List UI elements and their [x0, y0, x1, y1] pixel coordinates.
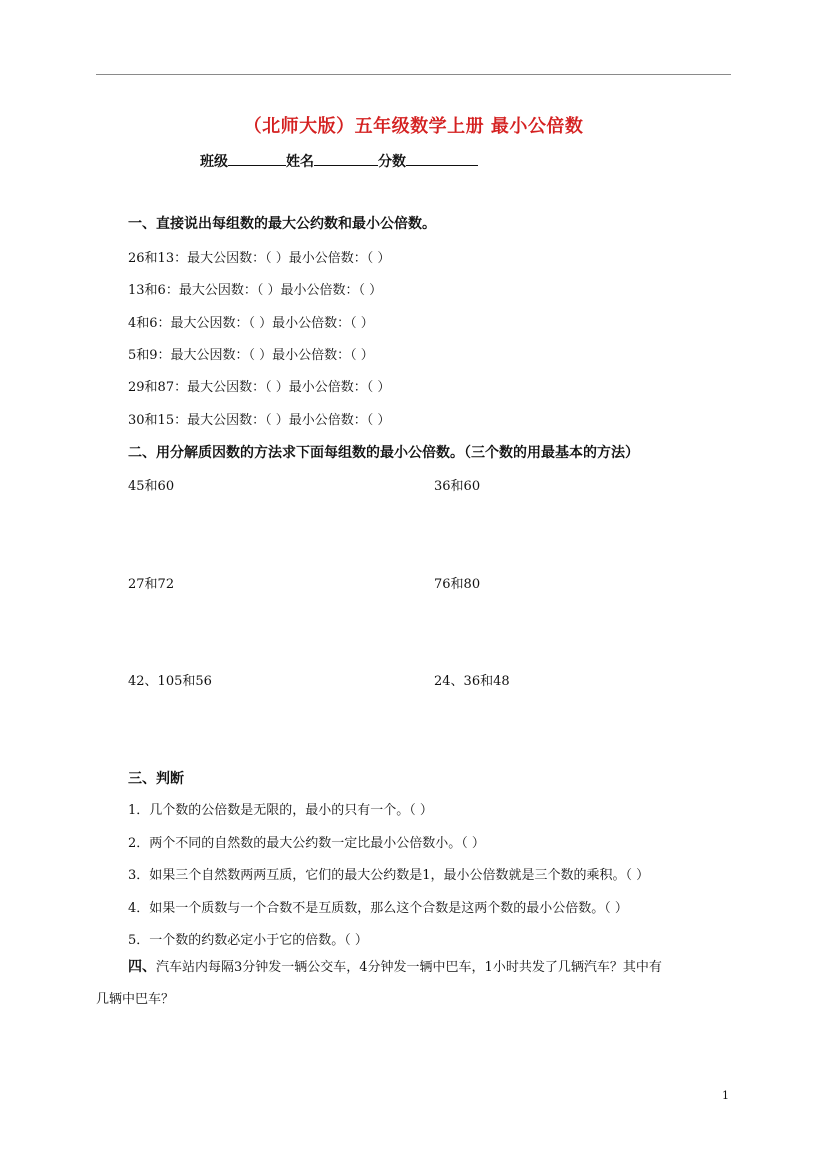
list-item: 45和60: [128, 479, 175, 494]
class-label: 班级: [200, 154, 228, 170]
section4-first-line: [128, 956, 662, 976]
list-item: 36和60: [434, 479, 481, 494]
list-item: 1．几个数的公倍数是无限的，最小的只有一个。（ ）: [128, 803, 433, 818]
header-rule: [96, 74, 731, 75]
list-item: 29和87：最大公因数：（ ）最小公倍数：（ ）: [128, 380, 391, 395]
list-item: 42、105和56: [128, 674, 212, 689]
section4-text: 汽车站内每隔3分钟发一辆公交车，4分钟发一辆中巴车，1小时共发了几辆汽车？其中有: [156, 960, 662, 975]
list-item: 5和9：最大公因数：（ ）最小公倍数：（ ）: [128, 348, 374, 363]
page-number: 1: [722, 1089, 729, 1102]
section3-heading: 三、判断: [128, 771, 184, 787]
section2-heading: 二、用分解质因数的方法求下面每组数的最小公倍数。（三个数的用最基本的方法）: [128, 445, 639, 461]
name-label: 姓名: [286, 154, 314, 170]
list-item: 24、36和48: [434, 674, 510, 689]
list-item: 4．如果一个质数与一个合数不是互质数，那么这个合数是这两个数的最小公倍数。（ ）: [128, 901, 628, 916]
list-item: 26和13：最大公因数：（ ）最小公倍数：（ ）: [128, 251, 391, 266]
student-info-line: [200, 151, 478, 171]
list-item: 27和72: [128, 577, 175, 592]
section4-heading: 四、: [128, 959, 156, 975]
score-label: 分数: [378, 154, 406, 170]
list-item: 2．两个不同的自然数的最大公约数一定比最小公倍数小。（ ）: [128, 836, 485, 851]
score-blank: [406, 151, 478, 166]
section1-heading: 一、直接说出每组数的最大公约数和最小公倍数。: [128, 216, 436, 232]
page-title: （北师大版）五年级数学上册 最小公倍数: [243, 116, 584, 137]
list-item: 5．一个数的约数必定小于它的倍数。（ ）: [128, 933, 368, 948]
list-item: 76和80: [434, 577, 481, 592]
list-item: 4和6：最大公因数：（ ）最小公倍数：（ ）: [128, 316, 374, 331]
name-blank: [314, 151, 378, 166]
class-blank: [228, 151, 286, 166]
list-item: 30和15：最大公因数：（ ）最小公倍数：（ ）: [128, 413, 391, 428]
list-item: 13和6：最大公因数：（ ）最小公倍数：（ ）: [128, 283, 383, 298]
list-item: 3．如果三个自然数两两互质，它们的最大公约数是1，最小公倍数就是三个数的乘积。（ ）: [128, 868, 650, 883]
section4-second-line: 几辆中巴车？: [96, 992, 175, 1007]
